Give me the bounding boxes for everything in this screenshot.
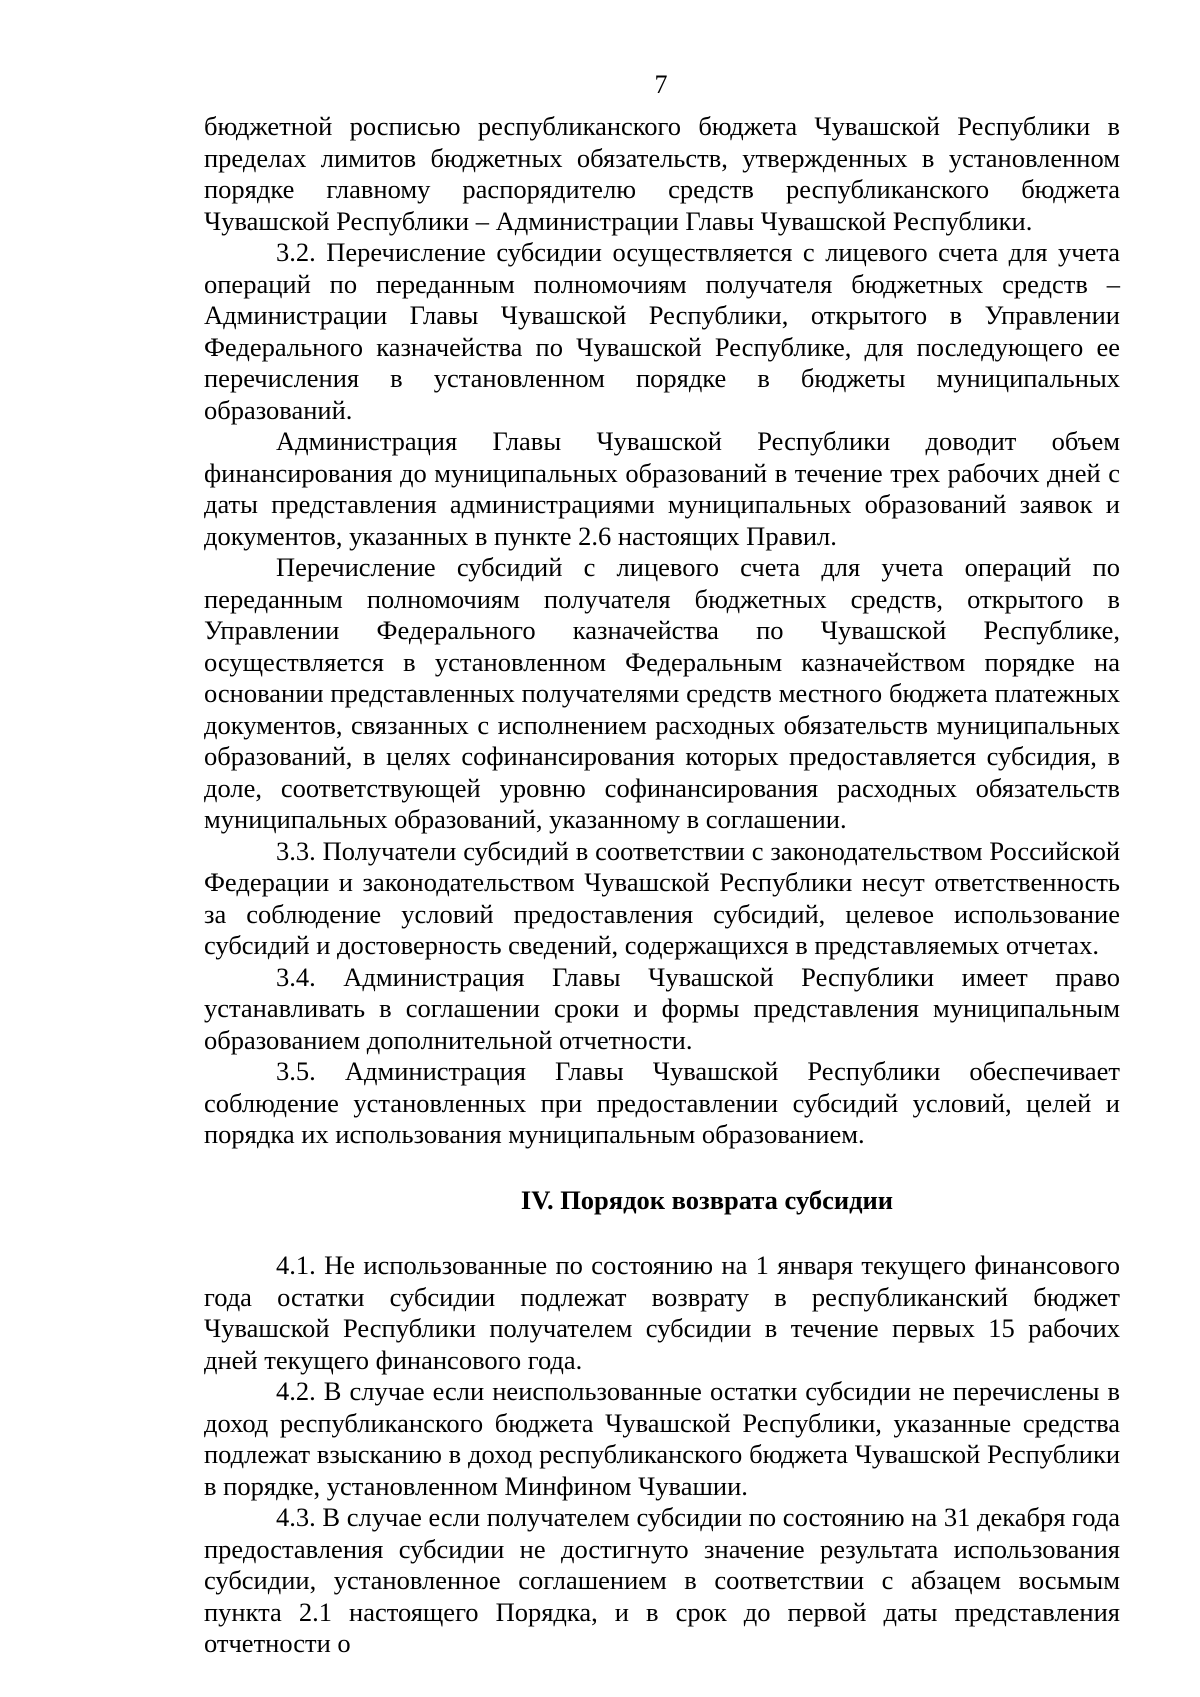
section-heading-text: IV. Порядок возврата субсидии: [520, 1184, 894, 1215]
paragraph-4-1: 4.1. Не использованные по состоянию на 1 января текущего финансового года остатки субсидии подлежат возврату в республиканский бюджет Чувашской Республики получателем субсидии в течение первых 15 рабочих дней текущего финансового года.: [204, 1250, 1120, 1375]
document-body: [204, 111, 1120, 1660]
paragraph-3-2: 3.2. Перечисление субсидии осуществляется с лицевого счета для учета операций по переданным полномочиям получателя бюджетных средств – Администрации Главы Чувашской Республики, открытого в Управлении Федерального казначейства по Чувашской Республике, для последующего ее перечисления в установленном порядке в бюджеты муниципальных образований.: [204, 237, 1120, 425]
paragraph-4-3: 4.3. В случае если получателем субсидии по состоянию на 31 декабря года предоставления субсидии не достигнуто значение результата использования субсидии, установленное соглашением в соответствии с абзацем восьмым пункта 2.1 настоящего Порядка, и в срок до первой даты представления отчетности о: [204, 1502, 1120, 1658]
paragraph-3-5: 3.5. Администрация Главы Чувашской Республики обеспечивает соблюдение установленных при предоставлении субсидий условий, целей и порядка их использования муниципальным образованием.: [204, 1056, 1120, 1149]
section-heading: [204, 1151, 1120, 1251]
paragraph-3-4: 3.4. Администрация Главы Чувашской Республики имеет право устанавливать в соглашении сроки и формы представления муниципальным образованием дополнительной отчетности.: [204, 961, 1120, 1055]
paragraph-continuation: бюджетной росписью республиканского бюджета Чувашской Республики в пределах лимитов бюджетных обязательств, утвержденных в установленном порядке главному распорядителю средств республиканского бюджета Чувашской Республики – Администрации Главы Чувашской Республики.: [204, 111, 1120, 236]
paragraph-funding-notice: Администрация Главы Чувашской Республики доводит объем финансирования до муниципальных образований в течение трех рабочих дней с даты представления администрациями муниципальных образований заявок и документов, указанных в пункте 2.6 настоящих Правил.: [204, 426, 1120, 551]
paragraph-transfer-procedure: Перечисление субсидий с лицевого счета для учета операций по переданным полномочиям получателя бюджетных средств, открытого в Управлении Федерального казначейства по Чувашской Республике, осуществляется в установленном Федеральным казначейством порядке на основании представленных получателями средств местного бюджета платежных документов, связанных с исполнением расходных обязательств муниципальных образований, в целях софинансирования которых предоставляется субсидия, в доле, соответствующей уровню софинансирования расходных обязательств муниципальных образований, указанному в соглашении.: [204, 552, 1120, 834]
paragraph-3-3: 3.3. Получатели субсидий в соответствии с законодательством Российской Федерации и законодательством Чувашской Республики несут ответственность за соблюдение условий предоставления субсидий, целевое использование субсидий и достоверность сведений, содержащихся в представляемых отчетах.: [204, 835, 1120, 960]
page-number: 7: [654, 70, 668, 99]
paragraph-4-2: 4.2. В случае если неиспользованные остатки субсидии не перечислены в доход республиканского бюджета Чувашской Республики, указанные средства подлежат взысканию в доход республиканского бюджета Чувашской Республики в порядке, установленном Минфином Чувашии.: [204, 1376, 1120, 1501]
